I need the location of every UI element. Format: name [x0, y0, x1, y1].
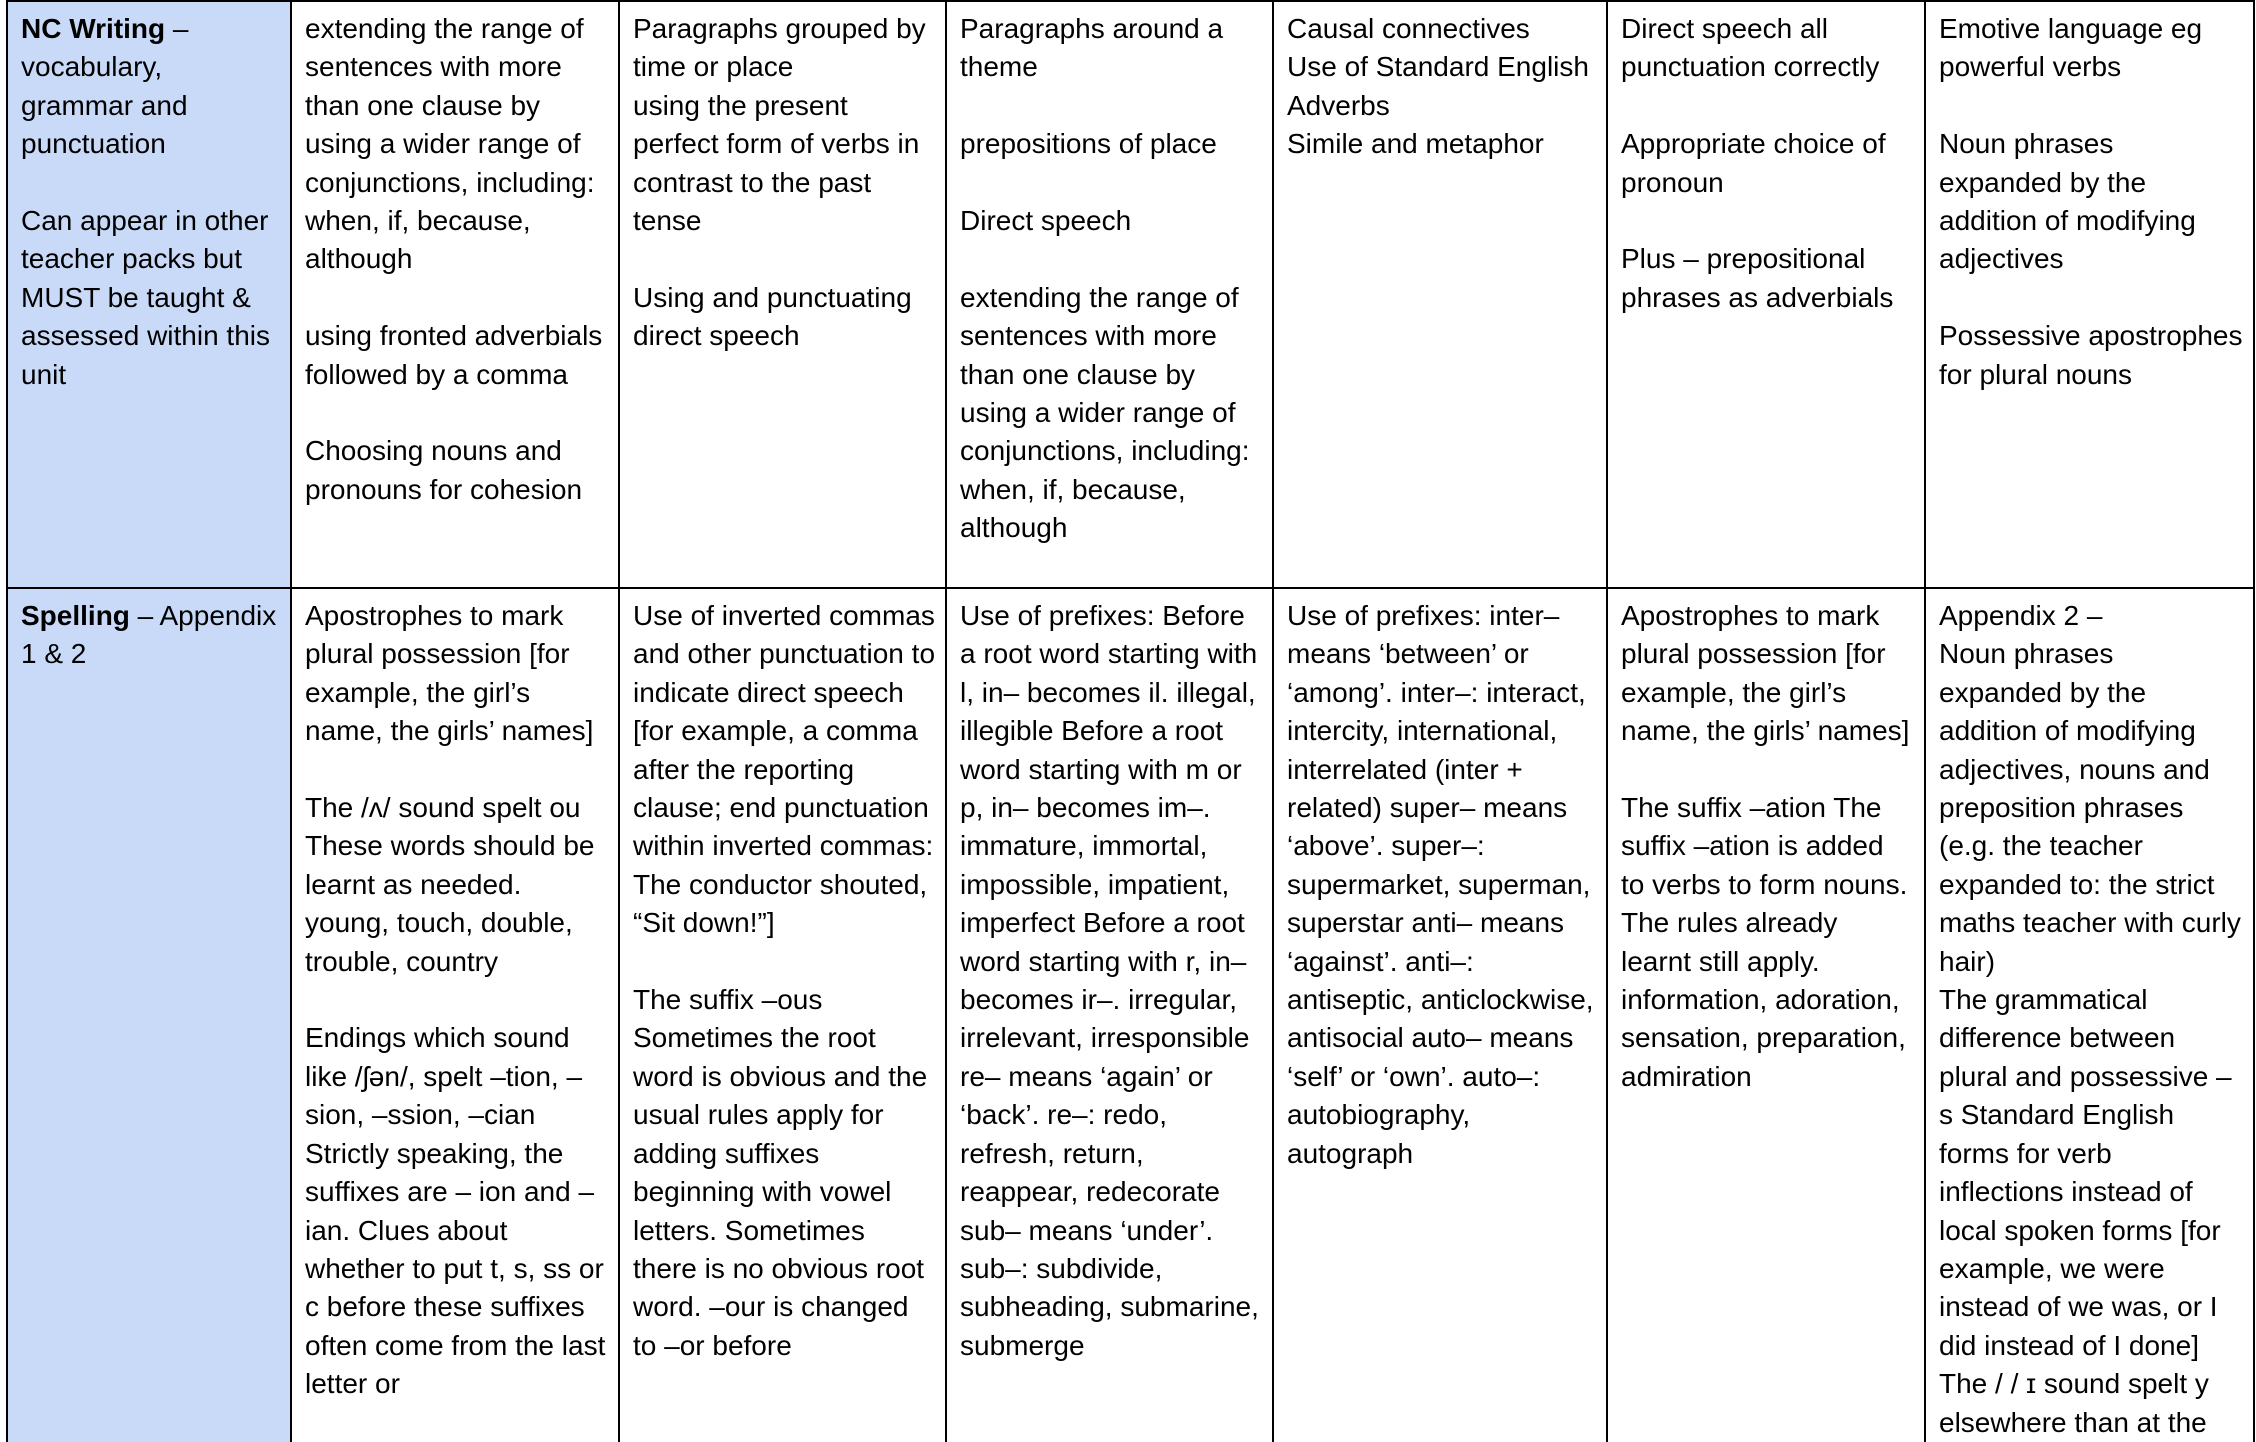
table-cell: Emotive language eg powerful verbs Noun phrases expanded by the addition of modifying adjectives Possessive apostrophes for plural nouns	[1925, 1, 2254, 588]
table-cell: Use of inverted commas and other punctuation to indicate direct speech [for example, a comma after the reporting clause; end punctuation within inverted commas: The conductor shouted, “Sit down!”] The suffix –ous Sometimes the root word is obvious and the usual rules apply for adding suffixes beginning with vowel letters. Sometimes there is no obvious root word. –our is changed to –or before	[619, 588, 946, 1442]
table-cell: Causal connectives Use of Standard English Adverbs Simile and metaphor	[1273, 1, 1607, 588]
table-cell: Use of prefixes: inter– means ‘between’ or ‘among’. inter–: interact, intercity, international, interrelated (inter + related) super– means ‘above’. super–: supermarket, superman, superstar anti– means ‘against’. anti–: antiseptic, anticlockwise, antisocial auto– means ‘self’ or ‘own’. auto–: autobiography, autograph	[1273, 588, 1607, 1442]
row-heading-bold: Spelling	[21, 600, 130, 631]
curriculum-table	[6, 0, 2255, 1442]
table-cell: Paragraphs grouped by time or place using the present perfect form of verbs in contrast to the past tense Using and punctuating direct speech	[619, 1, 946, 588]
table-cell: extending the range of sentences with more than one clause by using a wider range of conjunctions, including: when, if, because, although using fronted adverbials followed by a comma Choosing nouns and pronouns for cohesion	[291, 1, 619, 588]
row-heading-text: – vocabulary, grammar and punctuation Can appear in other teacher packs but MUST be taught & assessed within this unit	[21, 13, 271, 390]
row-heading-bold: NC Writing	[21, 13, 166, 44]
table-cell: Direct speech all punctuation correctly Appropriate choice of pronoun Plus – prepositional phrases as adverbials	[1607, 1, 1925, 588]
row-heading-text: – Appendix 1 & 2	[21, 600, 285, 670]
table-cell: Paragraphs around a theme prepositions of place Direct speech extending the range of sentences with more than one clause by using a wider range of conjunctions, including: when, if, because, although	[946, 1, 1273, 588]
table-cell: Appendix 2 – Noun phrases expanded by the addition of modifying adjectives, nouns and preposition phrases (e.g. the teacher expanded to: the strict maths teacher with curly hair) The grammatical difference between plural and possessive –s Standard English forms for verb inflections instead of local spoken forms [for example, we were instead of we was, or I did instead of I done] The / / ɪ sound spelt y elsewhere than at the	[1925, 588, 2254, 1442]
table-row-nc-writing	[7, 1, 2254, 588]
table-cell: Apostrophes to mark plural possession [for example, the girl’s name, the girls’ names] The /ʌ/ sound spelt ou These words should be learnt as needed. young, touch, double, trouble, country Endings which sound like /ʃən/, spelt –tion, –sion, –ssion, –cian Strictly speaking, the suffixes are – ion and –ian. Clues about whether to put t, s, ss or c before these suffixes often come from the last letter or	[291, 588, 619, 1442]
table-cell: Use of prefixes: Before a root word starting with l, in– becomes il. illegal, illegible Before a root word starting with m or p, in– becomes im–. immature, immortal, impossible, impatient, imperfect Before a root word starting with r, in– becomes ir–. irregular, irrelevant, irresponsible re– means ‘again’ or ‘back’. re–: redo, refresh, return, reappear, redecorate sub– means ‘under’. sub–: subdivide, subheading, submarine, submerge	[946, 588, 1273, 1442]
table-row-spelling	[7, 588, 2254, 1442]
row-heading-nc-writing	[7, 1, 291, 588]
table-cell: Apostrophes to mark plural possession [for example, the girl’s name, the girls’ names] The suffix –ation The suffix –ation is added to verbs to form nouns. The rules already learnt still apply. information, adoration, sensation, preparation, admiration	[1607, 588, 1925, 1442]
row-heading-spelling	[7, 588, 291, 1442]
